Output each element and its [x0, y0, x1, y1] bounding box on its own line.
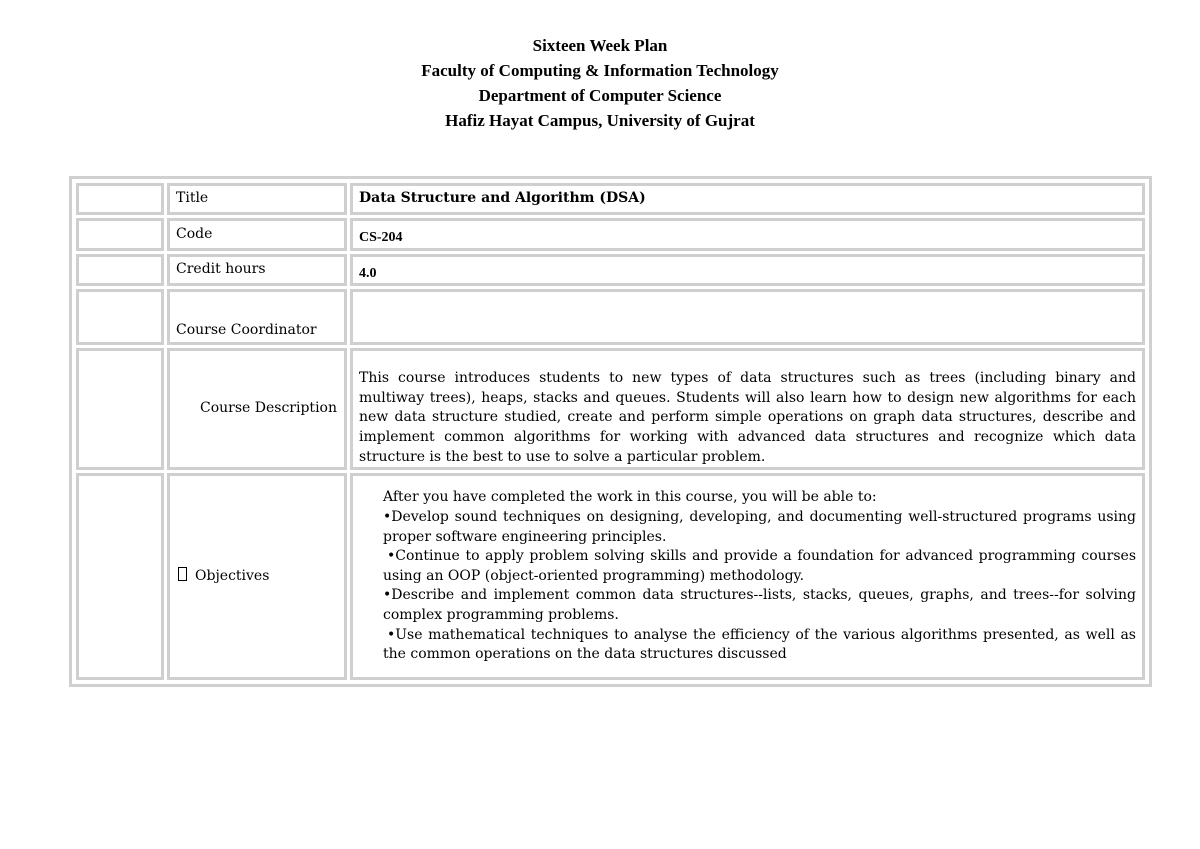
objectives-label-cell: [167, 473, 347, 680]
blank-cell: [76, 289, 164, 345]
table-row-description: [76, 348, 1145, 470]
box-glyph-icon: [178, 567, 187, 581]
blank-cell: [76, 473, 164, 680]
description-text: This course introduces students to new types of data structures such as trees (including binary and multiway trees), heaps, stacks and queues. Students will also learn how to design new algorithms for each new data structure studied, create and perform simple operations on graph data structures, describe and implement common algorithms for working with advanced data structures and recognize which data structure is the best to use to solve a particular problem.: [350, 348, 1145, 470]
description-label: Course Description: [167, 348, 347, 470]
department-name: Department of Computer Science: [478, 86, 722, 105]
objective-item: •Describe and implement common data structures--lists, stacks, queues, graphs, and trees--for solving complex programming problems.: [383, 587, 1136, 623]
coordinator-value: [350, 289, 1145, 345]
objectives-intro: After you have completed the work in this course, you will be able to:: [383, 489, 877, 506]
blank-cell: [76, 218, 164, 251]
table-row-objectives: [76, 473, 1145, 680]
campus-name: Hafiz Hayat Campus, University of Gujrat: [445, 111, 755, 130]
objectives-text: [350, 473, 1145, 680]
blank-cell: [76, 348, 164, 470]
course-info-table: [69, 176, 1152, 687]
objective-item: •Continue to apply problem solving skills and provide a foundation for advanced programming courses using an OOP (object-oriented programming) methodology.: [383, 548, 1136, 584]
code-label: Code: [167, 218, 347, 251]
table-row-credit-hours: [76, 254, 1145, 287]
title-value: Data Structure and Algorithm (DSA): [350, 183, 1145, 215]
objective-item: •Use mathematical techniques to analyse the efficiency of the various algorithms presented, as well as the common operations on the data structures discussed: [383, 626, 1136, 663]
course-grid: [73, 180, 1148, 683]
table-row-code: [76, 218, 1145, 251]
blank-cell: [76, 183, 164, 215]
plan-title: Sixteen Week Plan: [532, 36, 668, 55]
document-heading: [0, 33, 1200, 133]
code-value: CS-204: [350, 218, 1145, 251]
credit-hours-value: 4.0: [350, 254, 1145, 287]
credit-hours-label: Credit hours: [167, 254, 347, 287]
table-row-title: [76, 183, 1145, 215]
faculty-name: Faculty of Computing & Information Technology: [421, 61, 779, 80]
coordinator-label: Course Coordinator: [167, 289, 347, 345]
blank-cell: [76, 254, 164, 287]
objectives-label: Objectives: [195, 567, 270, 584]
objective-item: •Develop sound techniques on designing, developing, and documenting well-structured programs using proper software engineering principles.: [383, 509, 1136, 545]
title-label: Title: [167, 183, 347, 215]
table-row-coordinator: [76, 289, 1145, 345]
